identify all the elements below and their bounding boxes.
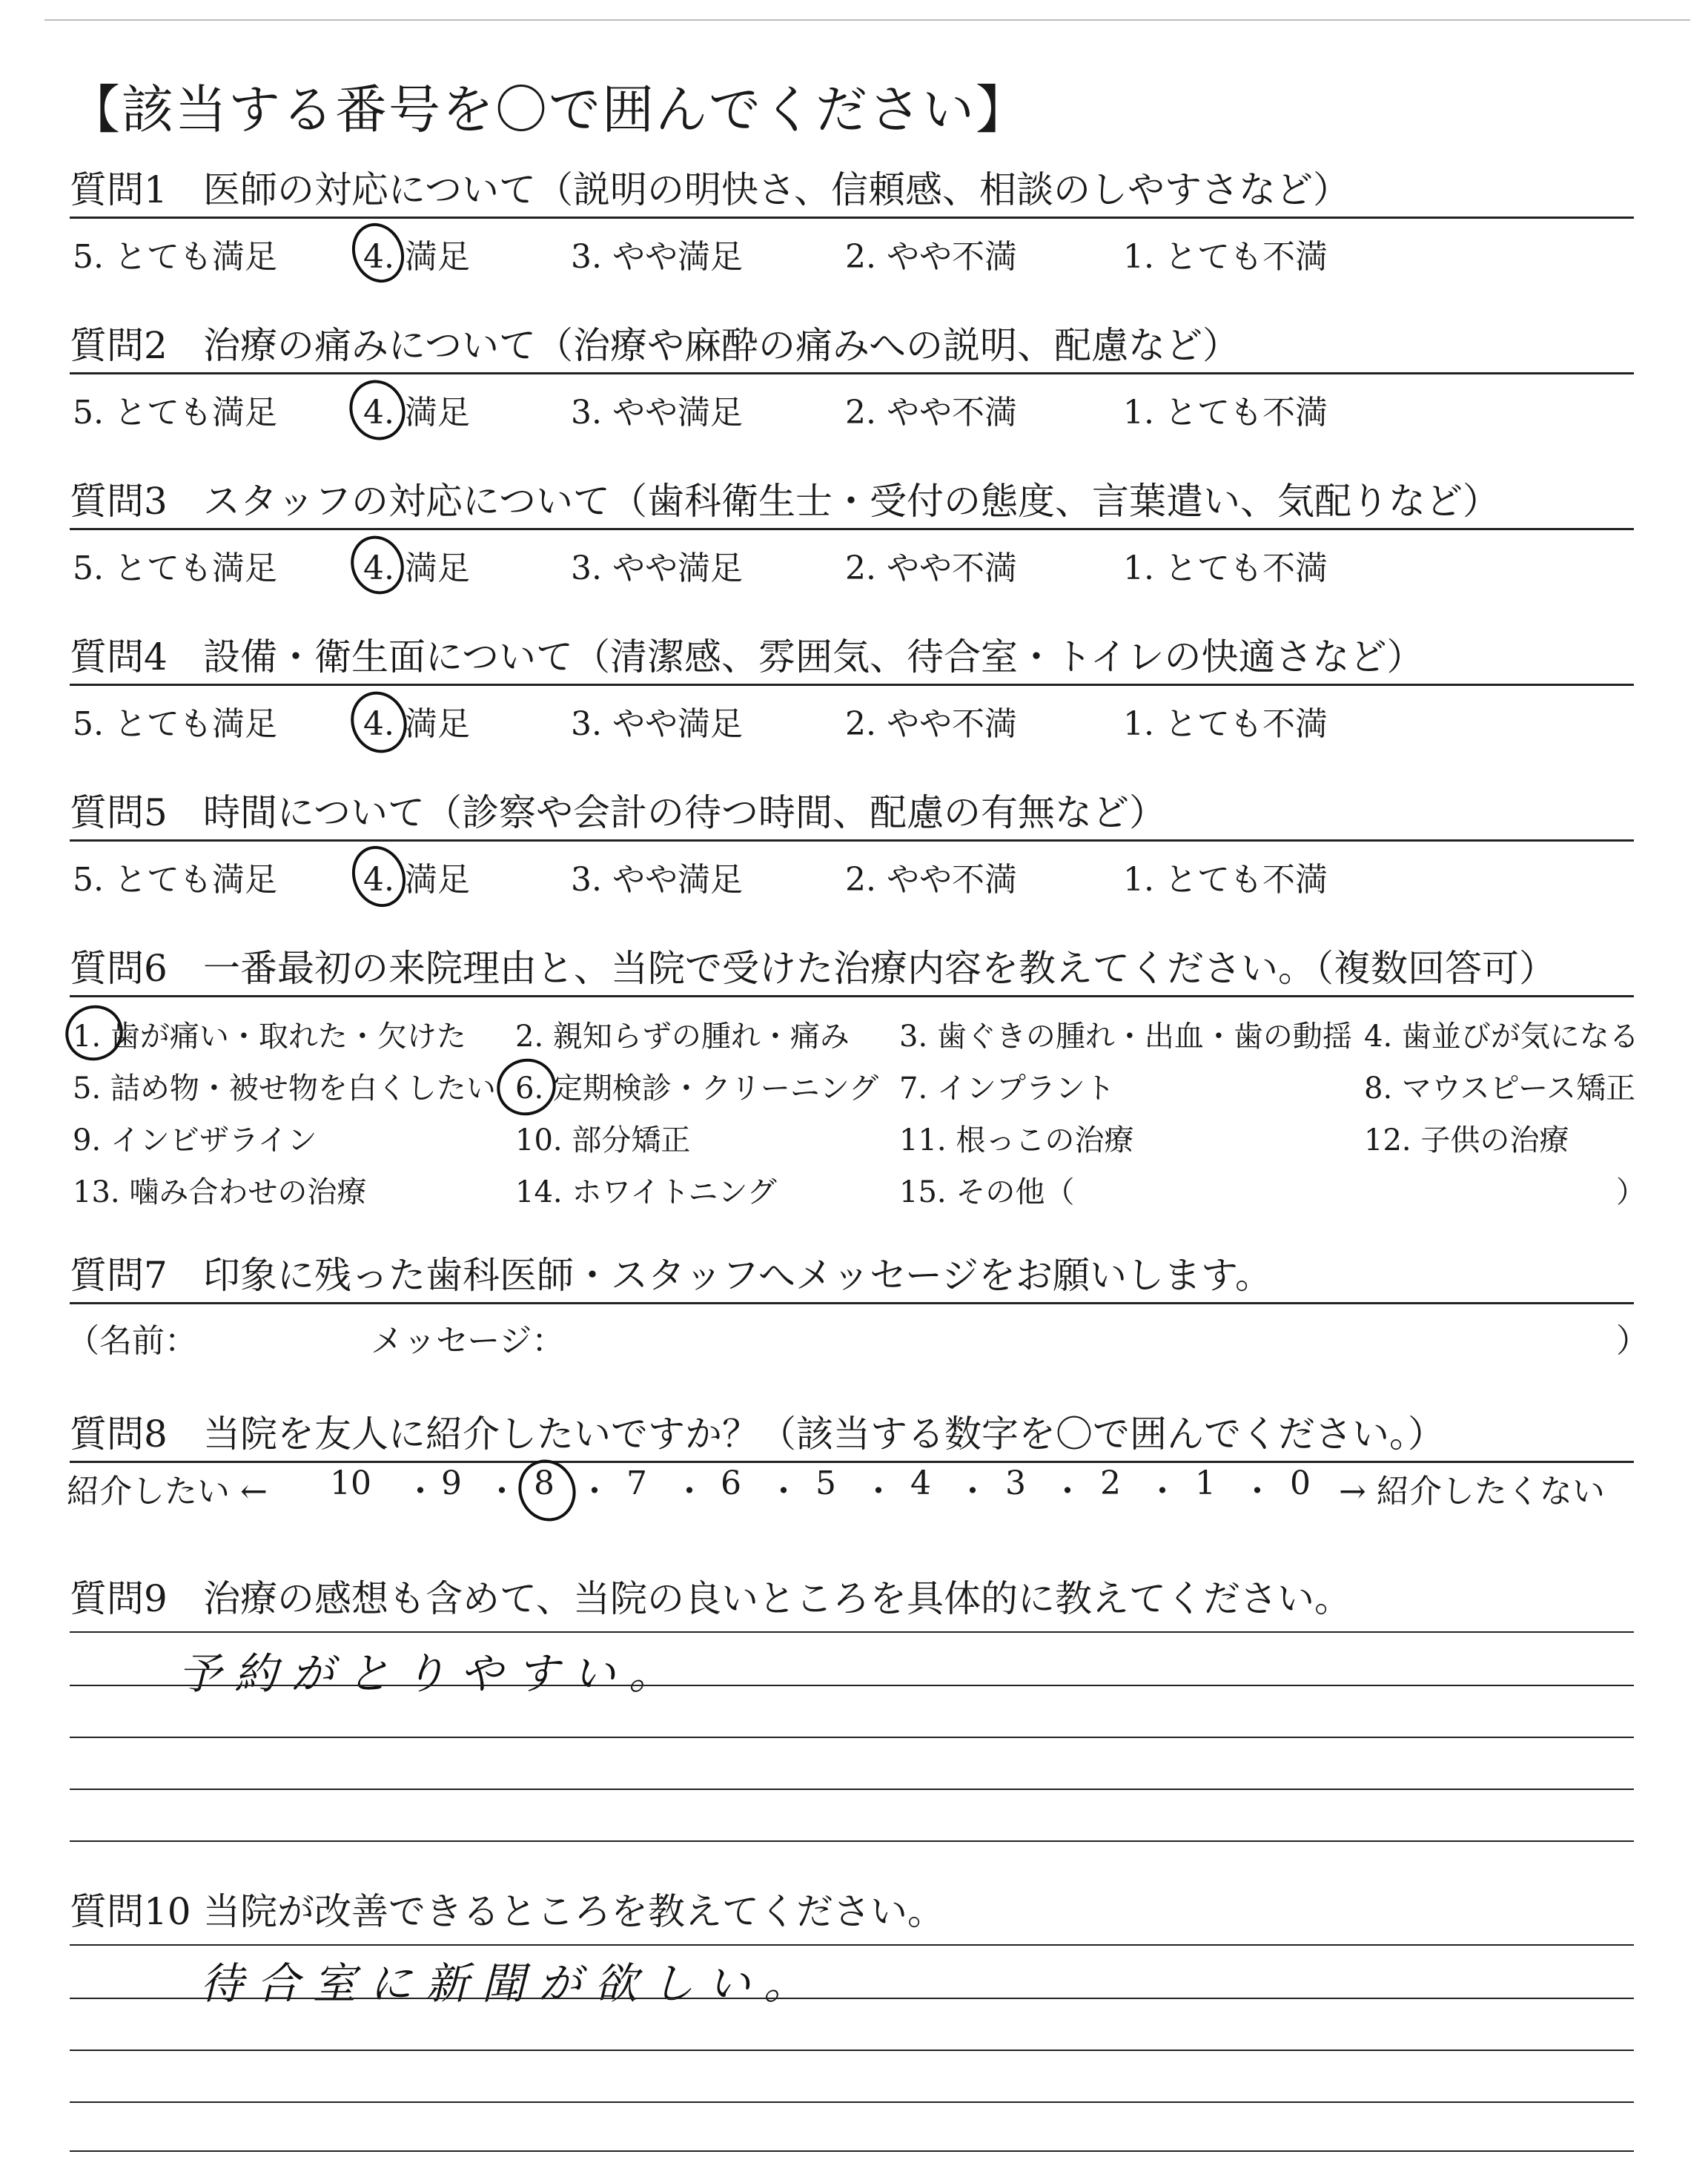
q5-option-2[interactable]: 2. やや不満 [845,861,1017,899]
q8-dot: ・ [404,1473,437,1510]
q9-write-line [70,1685,1634,1686]
q6-option-9[interactable]: 9. インビザライン [73,1123,317,1157]
question-1-number: 質問1 [70,168,168,211]
q6-option-15[interactable]: 15. その他（ [899,1175,1075,1209]
q8-scale-6[interactable]: 6 [721,1464,741,1502]
q8-dot: ・ [1241,1473,1274,1510]
question-8-number: 質問8 [70,1413,168,1456]
q9-write-line [70,1840,1634,1842]
question-10-header [70,1867,1634,1938]
q8-scale-7[interactable]: 7 [626,1464,647,1502]
q8-right-label: → 紹介したくない [1339,1473,1605,1510]
q8-scale-5[interactable]: 5 [815,1464,836,1502]
q8-scale-0[interactable]: 0 [1290,1464,1311,1502]
q8-scale-3[interactable]: 3 [1005,1464,1026,1502]
q7-close-paren: ） [1616,1322,1649,1360]
q1-option-5[interactable]: 5. とても満足 [73,238,277,276]
question-2-header [70,301,1634,374]
q1-option-3[interactable]: 3. やや満足 [571,238,743,276]
q6-option-1[interactable]: 1. 歯が痛い・取れた・欠けた [73,1020,466,1054]
question-9-text: 治療の感想も含めて、当院の良いところを具体的に教えてください。 [203,1577,1351,1620]
q6-option-11[interactable]: 11. 根っこの治療 [899,1123,1134,1157]
q6-option-12[interactable]: 12. 子供の治療 [1364,1123,1569,1157]
q9-handwritten-answer: 予約がとりやすい。 [178,1648,686,1699]
q8-dot: ・ [1146,1473,1179,1510]
question-4-text: 設備・衛生面について（清潔感、雰囲気、待合室・トイレの快適さなど） [203,635,1424,678]
q1-option-4[interactable]: 4. 満足 [363,238,470,276]
q10-handwritten-answer: 待合室に新聞が欲しい。 [200,1958,821,2009]
question-8-text: 当院を友人に紹介したいですか？（該当する数字を〇で囲んでください。） [203,1413,1445,1456]
question-2-number: 質問2 [70,324,168,367]
question-10-number: 質問10 [70,1890,191,1933]
q6-option-14[interactable]: 14. ホワイトニング [515,1175,777,1209]
q4-selection-circle [342,683,416,762]
question-6-header [70,924,1634,997]
question-7-number: 質問7 [70,1254,168,1297]
question-6-number: 質問6 [70,947,168,990]
q6-option-15-close: ） [1616,1175,1646,1209]
q4-option-1[interactable]: 1. とても不満 [1123,705,1328,743]
q2-option-2[interactable]: 2. やや不満 [845,394,1017,432]
q10-write-line [70,1944,1634,1946]
q6-option-13[interactable]: 13. 噛み合わせの治療 [73,1175,367,1209]
q2-option-4[interactable]: 4. 満足 [363,394,470,432]
q6-option-8[interactable]: 8. マウスピース矯正 [1364,1071,1636,1106]
q2-option-5[interactable]: 5. とても満足 [73,394,277,432]
q8-dot: ・ [956,1473,989,1510]
q8-dot: ・ [673,1473,706,1510]
page-title: 【該当する番号を〇で囲んでください】 [68,79,1029,140]
question-1-text: 医師の対応について（説明の明快さ、信頼感、相談のしやすさなど） [203,168,1350,211]
question-5-number: 質問5 [70,791,168,834]
q10-write-line [70,2150,1634,2152]
q6-option-6[interactable]: 6. 定期検診・クリーニング [515,1071,879,1106]
q2-option-3[interactable]: 3. やや満足 [571,394,743,432]
q3-selection-circle [342,528,413,602]
q3-option-5[interactable]: 5. とても満足 [73,549,277,587]
top-rule [44,19,1690,21]
question-4-number: 質問4 [70,635,168,678]
question-9-header [70,1554,1634,1625]
q6-option-2[interactable]: 2. 親知らずの腫れ・痛み [515,1020,850,1054]
question-3-number: 質問3 [70,480,168,523]
q8-scale-9[interactable]: 9 [441,1464,462,1502]
q6-selection-circle-6 [489,1050,565,1124]
q4-option-2[interactable]: 2. やや不満 [845,705,1017,743]
question-8-header [70,1390,1634,1463]
q8-scale-1[interactable]: 1 [1195,1464,1216,1502]
q6-option-7[interactable]: 7. インプラント [899,1071,1115,1106]
question-3-header [70,457,1634,530]
q4-option-4[interactable]: 4. 満足 [363,705,470,743]
q1-option-2[interactable]: 2. やや不満 [845,238,1017,276]
q10-write-line [70,1998,1634,1999]
q5-option-4[interactable]: 4. 満足 [363,861,470,899]
question-1-header [70,145,1634,219]
q8-scale-10[interactable]: 10 [330,1464,371,1502]
q2-option-1[interactable]: 1. とても不満 [1123,394,1328,432]
question-2-text: 治療の痛みについて（治療や麻酔の痛みへの説明、配慮など） [203,324,1239,367]
q4-option-5[interactable]: 5. とても満足 [73,705,277,743]
q10-write-line [70,2050,1634,2051]
q1-option-1[interactable]: 1. とても不満 [1123,238,1328,276]
q8-dot: ・ [578,1473,611,1510]
q8-scale-4[interactable]: 4 [910,1464,931,1502]
q1-selection-circle [343,215,413,291]
q6-selection-circle-1 [57,997,131,1069]
q8-dot: ・ [1051,1473,1084,1510]
question-10-text: 当院が改善できるところを教えてください。 [203,1890,944,1933]
question-9-number: 質問9 [70,1577,168,1620]
q8-left-label: 紹介したい ← [67,1473,268,1510]
q5-option-1[interactable]: 1. とても不満 [1123,861,1328,899]
q6-option-10[interactable]: 10. 部分矯正 [515,1123,691,1157]
q3-option-3[interactable]: 3. やや満足 [571,549,743,587]
question-6-text: 一番最初の来院理由と、当院で受けた治療内容を教えてください。（複数回答可） [203,947,1556,990]
q3-option-2[interactable]: 2. やや不満 [845,549,1017,587]
question-7-header [70,1231,1634,1304]
q8-scale-8[interactable]: 8 [534,1464,555,1502]
q8-dot: ・ [862,1473,895,1510]
q3-option-4[interactable]: 4. 満足 [363,549,470,587]
question-3-text: スタッフの対応について（歯科衛生士・受付の態度、言葉遣い、気配りなど） [203,480,1500,523]
q5-option-3[interactable]: 3. やや満足 [571,861,743,899]
question-7-text: 印象に残った歯科医師・スタッフへメッセージをお願いします。 [203,1254,1272,1297]
q6-option-5[interactable]: 5. 詰め物・被せ物を白くしたい [73,1071,496,1106]
question-5-header [70,768,1634,842]
q8-dot: ・ [486,1473,518,1510]
q5-option-5[interactable]: 5. とても満足 [73,861,277,899]
question-4-header [70,612,1634,686]
q6-option-3[interactable]: 3. 歯ぐきの腫れ・出血・歯の動揺 [899,1020,1352,1054]
q8-scale-2[interactable]: 2 [1100,1464,1121,1502]
q10-write-line [70,2101,1634,2103]
q9-write-line [70,1631,1634,1633]
q4-option-3[interactable]: 3. やや満足 [571,705,743,743]
q7-message-label: メッセージ： [371,1322,565,1360]
q8-dot: ・ [767,1473,800,1510]
q7-name-label: （名前： [67,1322,197,1360]
q2-selection-circle [340,371,414,449]
q9-write-line [70,1737,1634,1738]
question-5-text: 時間について（診察や会計の待つ時間、配慮の有無など） [203,791,1166,834]
q6-option-4[interactable]: 4. 歯並びが気になる [1364,1020,1639,1054]
q3-option-1[interactable]: 1. とても不満 [1123,549,1328,587]
q9-write-line [70,1789,1634,1790]
q5-selection-circle [343,838,414,915]
